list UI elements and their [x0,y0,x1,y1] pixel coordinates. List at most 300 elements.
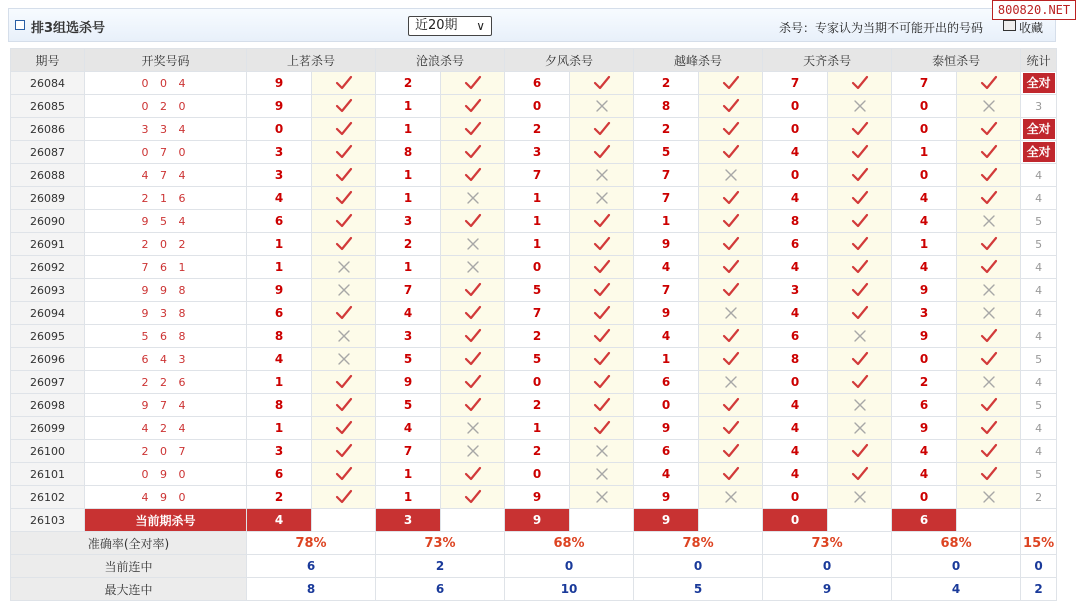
table-row [11,302,1057,325]
kill-number-table [10,48,1057,601]
kill-number: 2 [247,486,312,509]
page-title: 排3组选杀号 [31,21,106,36]
hit-cell [441,394,505,417]
check-icon [441,144,504,160]
kill-number: 1 [247,256,312,279]
check-icon [312,144,375,160]
col-xifeng-header: 夕风杀号 [505,49,634,72]
kill-number: 9 [892,279,957,302]
check-icon [570,121,633,137]
table-row [11,486,1057,509]
current-kill-blank [570,509,634,532]
kill-number: 2 [376,72,441,95]
hit-cell [570,279,634,302]
kill-number: 4 [892,256,957,279]
miss-cell [828,417,892,440]
check-icon [570,374,633,390]
miss-cell [957,210,1021,233]
hit-cell [570,210,634,233]
kill-number: 7 [505,302,570,325]
table-row [11,279,1057,302]
hit-cell [957,417,1021,440]
draw-number: 6 4 3 [85,348,247,371]
check-icon [828,259,891,275]
table-header-row [11,49,1057,72]
table-row [11,440,1057,463]
check-icon [828,305,891,321]
accuracy-row-value: 73% [763,532,892,555]
favorite-icon[interactable] [1003,20,1016,31]
kill-number: 3 [247,141,312,164]
period-select-value: 近20期 [415,18,458,33]
kill-number: 2 [505,118,570,141]
hit-cell [312,394,376,417]
check-icon [570,213,633,229]
check-icon [699,397,762,413]
kill-number: 7 [505,164,570,187]
hit-cell [699,118,763,141]
stat-cell: 2 [1021,486,1057,509]
hit-cell [699,440,763,463]
kill-number: 0 [892,348,957,371]
kill-number: 6 [634,440,699,463]
table-row [11,164,1057,187]
hit-cell [312,210,376,233]
miss-cell [828,95,892,118]
stat-cell: 4 [1021,325,1057,348]
hit-cell [828,164,892,187]
check-icon [312,213,375,229]
check-icon [570,397,633,413]
current-streak-row-value: 0 [505,555,634,578]
check-icon [312,420,375,436]
kill-number: 9 [247,72,312,95]
miss-cell [957,486,1021,509]
kill-number: 0 [763,371,828,394]
miss-cell [570,187,634,210]
miss-cell [957,371,1021,394]
hit-cell [699,325,763,348]
check-icon [699,75,762,91]
kill-number: 0 [763,95,828,118]
cross-icon [957,490,1020,504]
stat-cell [1021,141,1057,164]
kill-number: 9 [634,302,699,325]
hit-cell [957,394,1021,417]
cross-icon [957,306,1020,320]
kill-number: 4 [892,440,957,463]
kill-number: 5 [505,279,570,302]
kill-number: 1 [247,417,312,440]
miss-cell [828,394,892,417]
current-kill-number: 0 [763,509,828,532]
current-kill-number: 3 [376,509,441,532]
draw-number: 9 5 4 [85,210,247,233]
check-icon [312,374,375,390]
kill-number: 0 [505,463,570,486]
miss-cell [312,325,376,348]
issue-number: 26098 [11,394,85,417]
cross-icon [828,329,891,343]
hit-cell [441,210,505,233]
miss-cell [441,256,505,279]
top-toolbar [8,8,1056,42]
miss-cell [441,440,505,463]
col-tianqi-header: 天齐杀号 [763,49,892,72]
cross-icon [699,168,762,182]
check-icon [441,466,504,482]
hit-cell [312,486,376,509]
issue-number: 26084 [11,72,85,95]
cross-icon [828,398,891,412]
issue-number: 26100 [11,440,85,463]
kill-number: 6 [763,325,828,348]
check-icon [312,489,375,505]
check-icon [312,443,375,459]
hit-cell [312,141,376,164]
issue-number: 26099 [11,417,85,440]
check-icon [312,397,375,413]
accuracy-row-value: 15% [1021,532,1057,555]
issue-number: 26091 [11,233,85,256]
kill-number: 5 [376,348,441,371]
cross-icon [699,375,762,389]
accuracy-row-label: 准确率(全对率) [11,532,247,555]
issue-number: 26086 [11,118,85,141]
cross-icon [957,375,1020,389]
cross-icon [312,283,375,297]
current-kill-number: 4 [247,509,312,532]
hit-cell [312,417,376,440]
current-kill-blank [699,509,763,532]
kill-number: 0 [892,95,957,118]
kill-number: 9 [634,417,699,440]
cross-icon [957,283,1020,297]
accuracy-row-value: 68% [505,532,634,555]
kill-number: 4 [763,141,828,164]
hit-cell [957,187,1021,210]
kill-number: 4 [763,302,828,325]
col-yuefeng-header: 越峰杀号 [634,49,763,72]
kill-number: 1 [376,118,441,141]
stat-cell: 5 [1021,394,1057,417]
hit-cell [570,371,634,394]
kill-number: 4 [892,463,957,486]
miss-cell [312,279,376,302]
hit-cell [699,72,763,95]
hit-cell [312,440,376,463]
check-icon [957,420,1020,436]
kill-number: 1 [376,463,441,486]
issue-number: 26097 [11,371,85,394]
kill-number: 6 [763,233,828,256]
hit-cell [312,72,376,95]
stat-cell: 4 [1021,256,1057,279]
check-icon [312,466,375,482]
table-row [11,210,1057,233]
kill-number: 7 [634,187,699,210]
kill-number: 3 [505,141,570,164]
check-icon [957,144,1020,160]
hit-cell [828,256,892,279]
miss-cell [957,95,1021,118]
hit-cell [312,371,376,394]
hit-cell [441,141,505,164]
draw-number: 0 0 4 [85,72,247,95]
miss-cell [699,302,763,325]
kill-number: 4 [763,187,828,210]
issue-number: 26085 [11,95,85,118]
table-row [11,348,1057,371]
hit-cell [828,279,892,302]
check-icon [699,282,762,298]
kill-number: 0 [505,371,570,394]
draw-number: 9 9 8 [85,279,247,302]
check-icon [699,98,762,114]
max-streak-row-value: 2 [1021,578,1057,601]
check-icon [699,466,762,482]
check-icon [312,121,375,137]
kill-number: 9 [892,325,957,348]
current-kill-number: 9 [634,509,699,532]
miss-cell [441,233,505,256]
hit-cell [441,348,505,371]
max-streak-row-value: 6 [376,578,505,601]
kill-number: 1 [892,233,957,256]
kill-number: 0 [763,164,828,187]
check-icon [828,144,891,160]
hit-cell [957,348,1021,371]
title-square-icon [15,20,25,30]
kill-number: 9 [505,486,570,509]
draw-number: 0 9 0 [85,463,247,486]
hit-cell [570,417,634,440]
table-row [11,187,1057,210]
hit-cell [828,440,892,463]
hit-cell [957,164,1021,187]
draw-number: 4 2 4 [85,417,247,440]
check-icon [957,466,1020,482]
stat-cell: 5 [1021,463,1057,486]
current-kill-blank [441,509,505,532]
stat-cell: 4 [1021,371,1057,394]
check-icon [957,328,1020,344]
miss-cell [312,348,376,371]
table-row [11,394,1057,417]
check-icon [828,443,891,459]
max-streak-row-value: 4 [892,578,1021,601]
check-icon [699,443,762,459]
check-icon [441,305,504,321]
kill-number: 9 [892,417,957,440]
max-streak-row-value: 5 [634,578,763,601]
kill-number: 3 [376,325,441,348]
issue-number: 26093 [11,279,85,302]
table-row [11,325,1057,348]
col-shangming-header: 上茗杀号 [247,49,376,72]
issue-number: 26096 [11,348,85,371]
check-icon [441,75,504,91]
hit-cell [570,233,634,256]
kill-number: 1 [505,417,570,440]
accuracy-row-value: 78% [634,532,763,555]
hit-cell [957,233,1021,256]
draw-number: 2 0 2 [85,233,247,256]
all-correct-badge: 全对 [1023,142,1055,162]
current-kill-blank [828,509,892,532]
hit-cell [312,233,376,256]
check-icon [957,75,1020,91]
max-streak-row [11,578,1057,601]
stat-cell [1021,118,1057,141]
kill-number: 9 [376,371,441,394]
miss-cell [828,486,892,509]
hit-cell [699,256,763,279]
kill-number: 1 [892,141,957,164]
issue-number: 26090 [11,210,85,233]
hit-cell [570,118,634,141]
draw-number: 7 6 1 [85,256,247,279]
col-issue-header: 期号 [11,49,85,72]
hit-cell [699,463,763,486]
table-row [11,256,1057,279]
current-streak-row-value: 0 [1021,555,1057,578]
current-streak-row-value: 0 [892,555,1021,578]
check-icon [699,213,762,229]
accuracy-row [11,532,1057,555]
cross-icon [699,306,762,320]
draw-number: 0 7 0 [85,141,247,164]
check-icon [570,75,633,91]
kill-number: 2 [376,233,441,256]
kill-number: 4 [247,348,312,371]
favorite-link[interactable]: 收藏 [1019,21,1044,35]
issue-number: 26092 [11,256,85,279]
kill-number: 9 [247,95,312,118]
draw-number: 9 7 4 [85,394,247,417]
miss-cell [441,187,505,210]
hit-cell [957,118,1021,141]
kill-number: 4 [763,256,828,279]
hit-cell [828,187,892,210]
accuracy-row-value: 78% [247,532,376,555]
cross-icon [570,490,633,504]
check-icon [828,167,891,183]
kill-number: 1 [505,210,570,233]
kill-number: 5 [505,348,570,371]
current-issue-row [11,509,1057,532]
hit-cell [441,486,505,509]
check-icon [828,213,891,229]
current-kill-number: 6 [892,509,957,532]
check-icon [828,236,891,252]
stat-cell: 5 [1021,348,1057,371]
check-icon [957,397,1020,413]
check-icon [957,443,1020,459]
kill-number: 1 [376,486,441,509]
site-watermark: 800820.NET [992,0,1076,20]
hit-cell [957,72,1021,95]
hit-cell [828,463,892,486]
kill-number: 4 [247,187,312,210]
miss-cell [699,371,763,394]
kill-number: 8 [763,210,828,233]
current-stat-blank [1021,509,1057,532]
kill-number: 7 [376,440,441,463]
check-icon [699,420,762,436]
hit-cell [441,72,505,95]
kill-number: 1 [247,371,312,394]
kill-number: 5 [634,141,699,164]
hit-cell [699,187,763,210]
hit-cell [312,118,376,141]
kill-number: 0 [763,118,828,141]
current-streak-row-label: 当前连中 [11,555,247,578]
kill-number: 8 [247,325,312,348]
period-select[interactable] [408,16,492,36]
hit-cell [699,210,763,233]
kill-number: 2 [505,394,570,417]
hit-cell [957,440,1021,463]
draw-number: 0 2 0 [85,95,247,118]
check-icon [957,190,1020,206]
check-icon [699,259,762,275]
hit-cell [699,348,763,371]
cross-icon [312,352,375,366]
current-kill-blank [957,509,1021,532]
check-icon [828,374,891,390]
check-icon [699,236,762,252]
max-streak-row-value: 10 [505,578,634,601]
table-row [11,463,1057,486]
kill-number: 0 [892,118,957,141]
miss-cell [957,302,1021,325]
issue-number: 26087 [11,141,85,164]
check-icon [828,121,891,137]
cross-icon [441,191,504,205]
kill-number: 1 [376,95,441,118]
kill-number: 6 [892,394,957,417]
check-icon [570,236,633,252]
kill-number: 4 [892,187,957,210]
kill-number: 1 [376,256,441,279]
check-icon [828,466,891,482]
kill-number: 4 [634,325,699,348]
kill-number: 7 [634,279,699,302]
cross-icon [312,260,375,274]
kill-number: 2 [505,440,570,463]
check-icon [312,167,375,183]
hit-cell [441,325,505,348]
chevron-down-icon: ∨ [476,19,485,33]
draw-number: 4 7 4 [85,164,247,187]
issue-number: 26088 [11,164,85,187]
issue-number: 26095 [11,325,85,348]
cross-icon [570,467,633,481]
kill-number: 4 [634,256,699,279]
hit-cell [441,279,505,302]
hit-cell [570,72,634,95]
check-icon [312,98,375,114]
kill-number: 0 [763,486,828,509]
col-canglang-header: 沧浪杀号 [376,49,505,72]
check-icon [570,305,633,321]
kill-number: 2 [634,72,699,95]
hit-cell [441,371,505,394]
current-kill-number: 9 [505,509,570,532]
draw-number: 4 9 0 [85,486,247,509]
kill-number: 3 [892,302,957,325]
